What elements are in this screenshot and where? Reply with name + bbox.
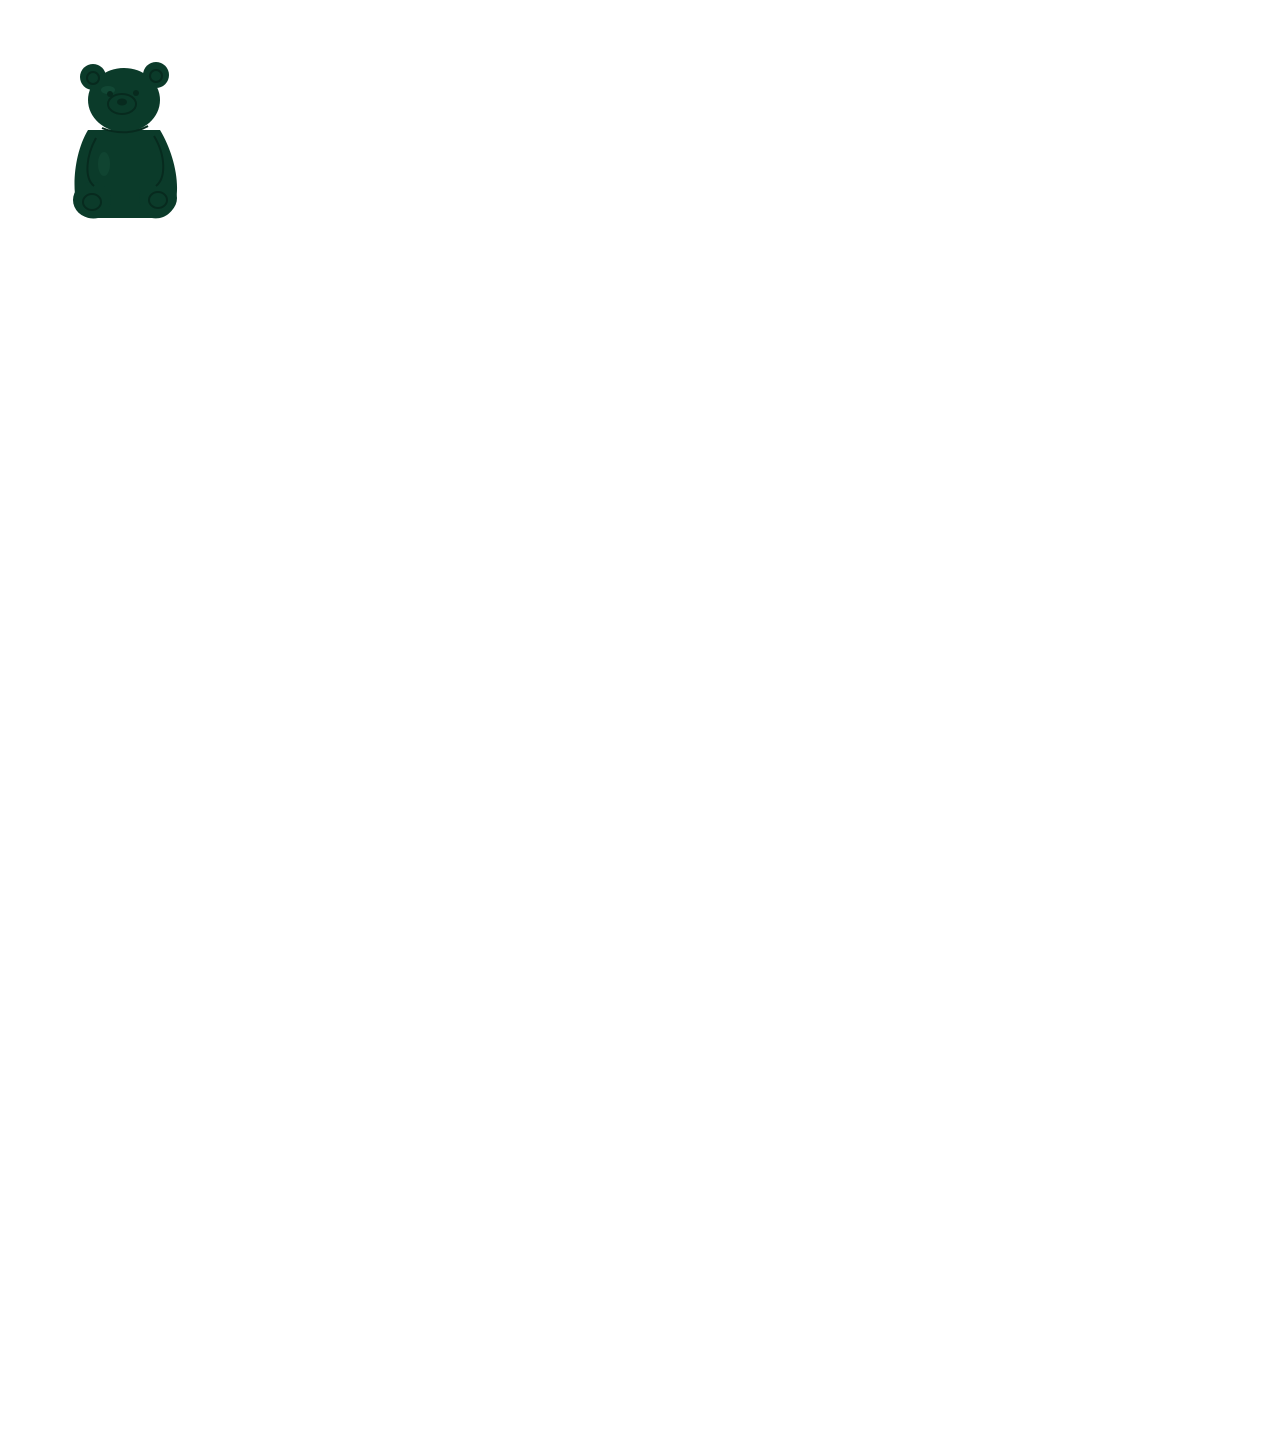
- page-content: [0, 240, 1280, 1440]
- home-logo-link[interactable]: [68, 60, 182, 224]
- gummy-bear-icon: [68, 60, 182, 224]
